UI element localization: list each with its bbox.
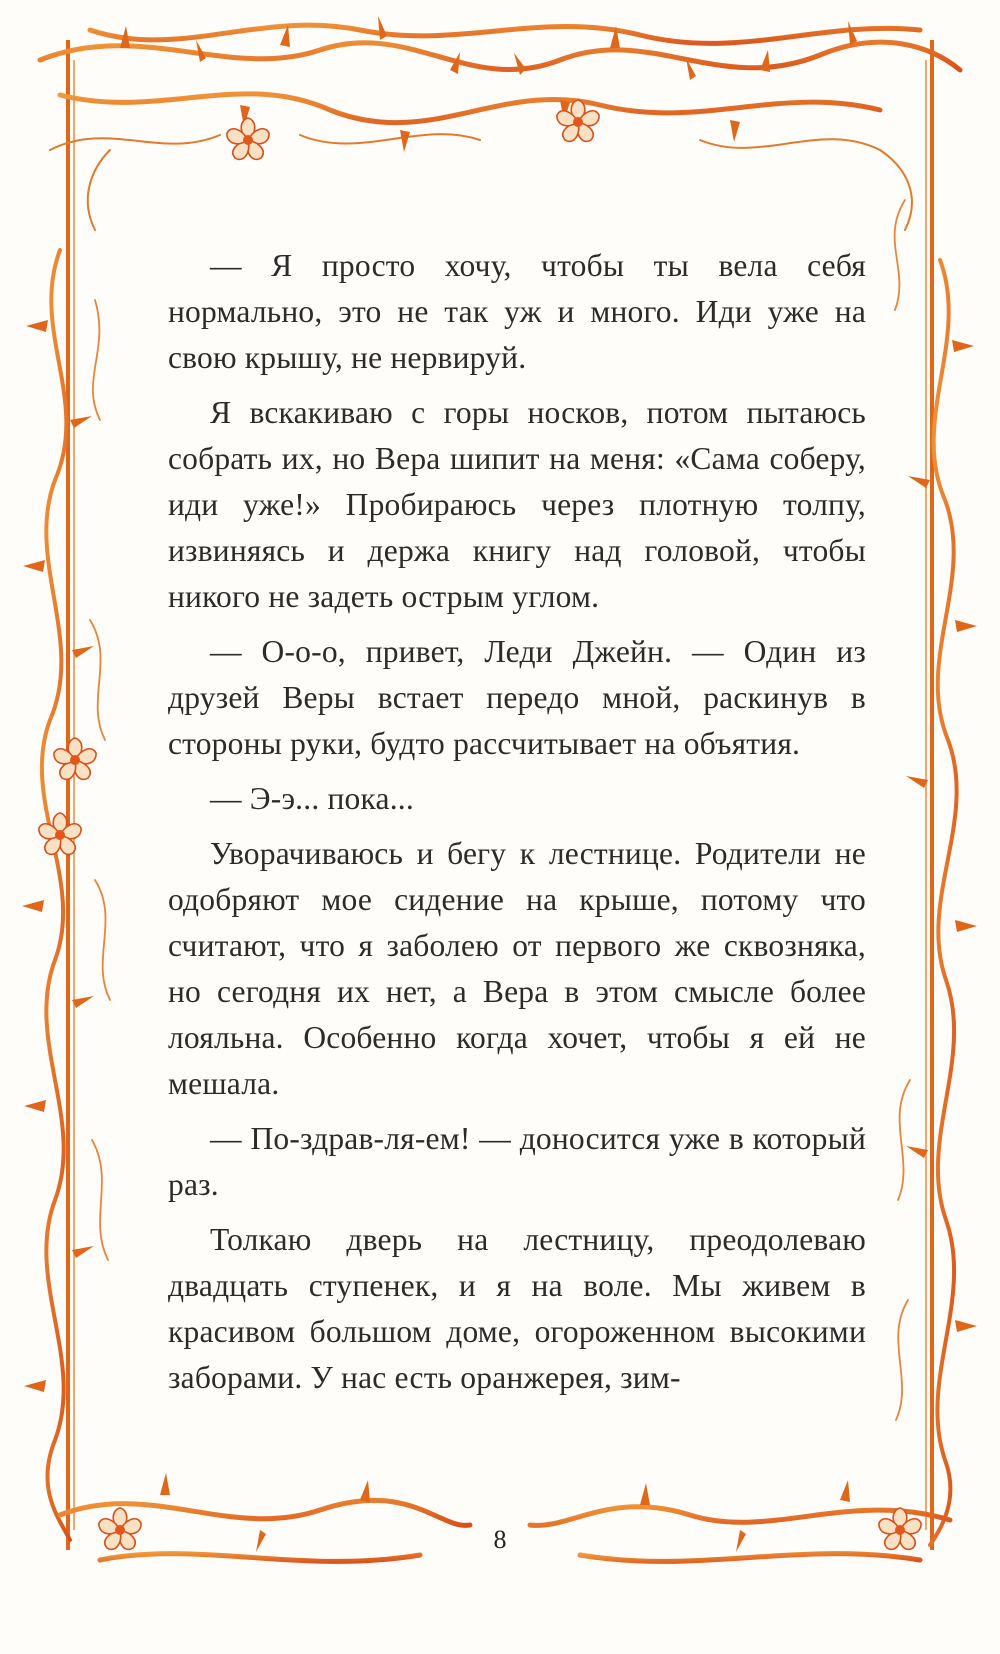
flower-icon [39,813,81,854]
flower-icon [227,118,269,159]
paragraph: Уворачиваюсь и бегу к лестнице. Родители не одобряют мое сидение на крыше, потому что считают, что я заболею от первого же сквозняка, но сегодня их нет, а Вера в этом смысле более лояльна. Особенно когда хочет, чтобы я ей не мешала. [168,836,866,1101]
paragraph: — По-здрав-ля-ем! — доносится уже в который раз. [168,1121,866,1202]
paragraph: Я вскакиваю с горы носков, потом пытаюсь собрать их, но Вера шипит на меня: «Сама соберу, иди уже!» Пробираюсь через плотную толпу, извиняясь и держа книгу над головой, чтобы никого не задеть острым углом. [168,395,866,614]
flower-icon [54,738,96,779]
paragraph: — О-о-о, привет, Леди Джейн. — Один из друзей Веры встает передо мной, раскинув в стороны руки, будто рассчитывает на объятия. [168,634,866,761]
paragraph: Толкаю дверь на лестницу, преодолеваю двадцать ступенек, и я на воле. Мы живем в красивом большом доме, огороженном высокими заборами. У нас есть оранжерея, зим- [168,1222,866,1395]
paragraph: — Я просто хочу, чтобы ты вела себя нормально, это не так уж и много. Иди уже на свою крышу, не нервируй. [168,248,866,375]
body-text [168,243,866,1410]
paragraph: — Э-э... пока... [210,781,414,816]
page-number: 8 [493,1525,507,1554]
flower-icon [557,100,599,141]
